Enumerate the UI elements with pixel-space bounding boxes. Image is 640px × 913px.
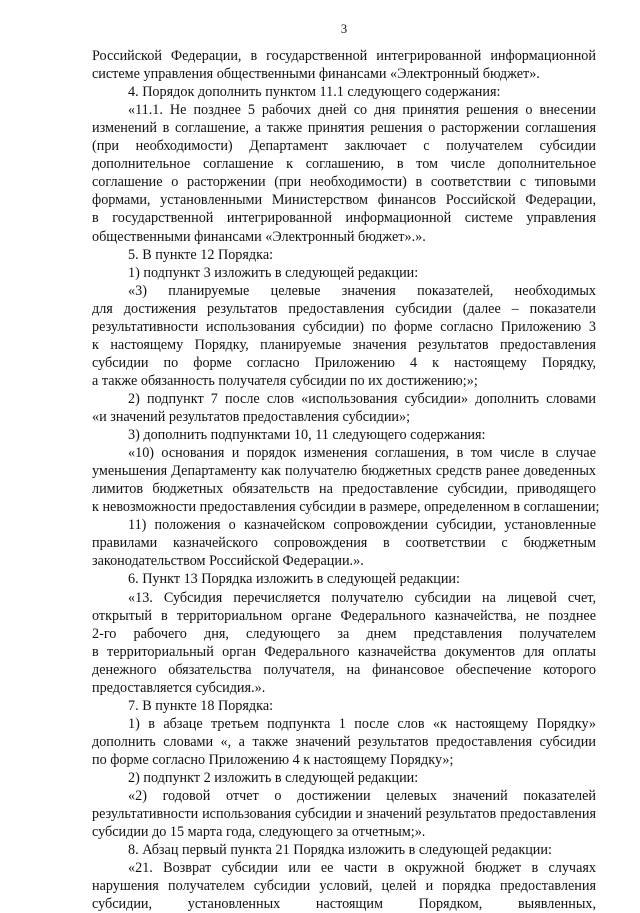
text-line: а также обязанность получателя субсидии по их достижению;»; [92,372,478,389]
text-line: 8. Абзац первый пункта 21 Порядка изложить в следующей редакции: [128,842,552,859]
text-line: (при необходимости) Департамент заключает с получателем субсидии [92,138,596,155]
text-line: «и значений результатов предоставления субсидии»; [92,409,411,425]
text-line: для достижения результатов предоставления субсидии (далее – показатели [92,300,596,317]
text-line: дополнительное соглашение к соглашению, в том числе дополнительное [92,156,596,173]
text-line: законодательством Российской Федерации.». [92,553,364,570]
text-line: дополнить словами «, а также значений результатов предоставления субсидии [92,733,596,750]
text-line: общественными финансами «Электронный бюджет».». [92,228,426,245]
text-line: Российской Федерации, в государственной интегрированной информационной [92,48,596,64]
text-line: 4. Порядок дополнить пунктом 11.1 следующего содержания: [128,84,501,101]
text-line: «3) планируемые целевые значения показателей, необходимых [128,282,596,299]
text-line: системе управления общественными финансами «Электронный бюджет». [92,66,540,83]
text-line: предоставляется субсидия.». [92,679,266,696]
text-line: субсидии до 15 марта года, следующего за отчетным;». [92,824,426,841]
text-line: 2) подпункт 7 после слов «использования субсидии» дополнить словами [128,390,596,407]
text-line: «11.1. Не позднее 5 рабочих дней со дня принятия решения о внесении [128,102,596,119]
text-line: формами, установленными Министерством финансов Российской Федерации, [92,192,596,209]
text-line: 6. Пункт 13 Порядка изложить в следующей редакции: [128,571,460,588]
text-line: изменений в соглашение, а также принятия решения о расторжении соглашения [92,120,596,137]
text-line: 2) подпункт 2 изложить в следующей редакции: [128,770,419,786]
text-line: 7. В пункте 18 Порядка: [128,697,274,714]
page-number: 3 [340,22,348,36]
text-line: в территориальный орган Федерального казначейства документов для оплаты [92,643,596,660]
text-line: 2-го рабочего дня, следующего за днем представления получателем [92,625,596,642]
text-line: субсидии по форме согласно Приложению 4 к настоящему Порядку, [92,354,596,371]
text-line: «2) годовой отчет о достижении целевых значений показателей [128,788,596,805]
text-line: 11) положения о казначейском сопровождении субсидии, установленные [128,517,596,534]
text-line: по форме согласно Приложению 4 к настоящему Порядку»; [92,751,454,768]
text-line: открытый в территориальном органе Федерального казначейства, не позднее [92,607,596,624]
text-line: денежного обязательства получателя, на финансовое обеспечение которого [92,661,596,678]
text-line: 5. В пункте 12 Порядка: [128,246,274,263]
text-line: «21. Возврат субсидии или ее части в окружной бюджет в случаях [128,860,596,877]
text-line: к невозможности предоставления субсидии в размере, определенном в соглашении; [92,499,600,516]
text-line: «10) основания и порядок изменения соглашения, в том числе в случае [128,445,596,462]
text-line: субсидии, установленных настоящим Порядком, выявленных, [92,896,596,913]
text-line: уменьшения Департаменту как получателю бюджетных средств ранее доведенных [92,463,596,480]
document-page [92,0,600,913]
text-line: лимитов бюджетных обязательств на предоставление субсидии, приводящего [92,481,596,498]
text-line: соглашение о расторжении (при необходимости) в соответствии с типовыми [92,174,596,191]
text-line: 1) подпункт 3 изложить в следующей редакции: [128,264,419,281]
text-line: к настоящему Порядку, планируемые значения результатов предоставления [92,336,596,353]
text-line: результативности использования субсидии) по форме согласно Приложению 3 [92,318,596,335]
text-line: «13. Субсидия перечисляется получателю субсидии на лицевой счет, [128,589,596,606]
text-line: в государственной интегрированной информационной системе управления [92,210,596,227]
text-line: правилами казначейского сопровождения в соответствии с бюджетным [92,535,596,552]
text-line: 1) в абзаце третьем подпункта 1 после слов «к настоящему Порядку» [128,715,596,732]
text-line: нарушения получателем субсидии условий, целей и порядка предоставления [92,878,596,895]
text-line: 3) дополнить подпунктами 10, 11 следующего содержания: [128,427,486,444]
text-line: результативности использования субсидии и значений результатов предоставления [92,806,596,823]
